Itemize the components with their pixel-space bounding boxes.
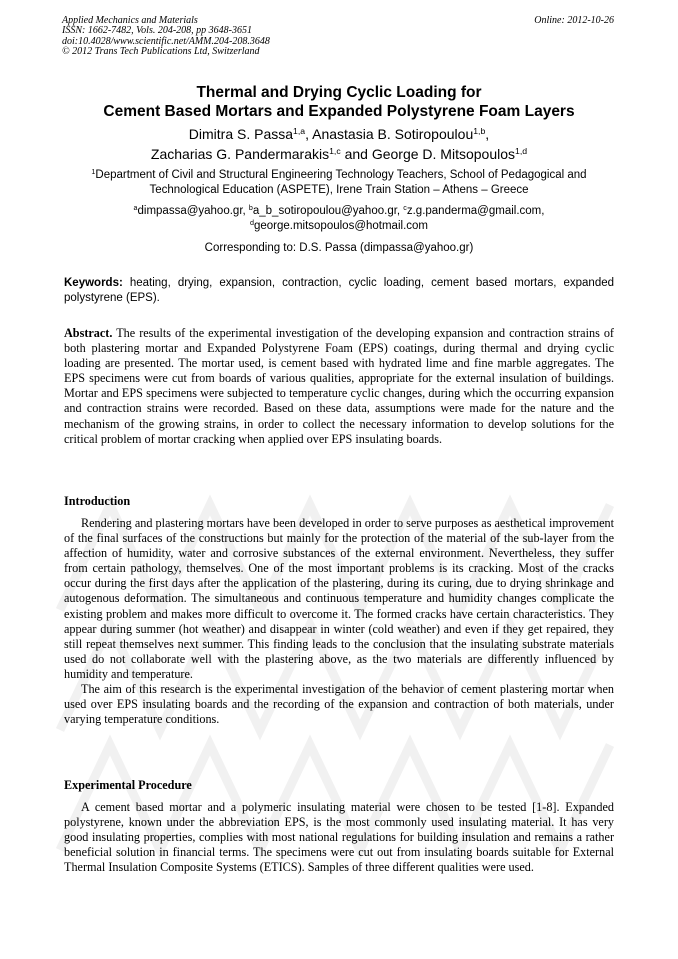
keywords-label: Keywords: [64,277,123,289]
corresponding-author: Corresponding to: D.S. Passa (dimpassa@yahoo.gr) [204,242,474,254]
paragraph: A cement based mortar and a polymeric insulating material were chosen to be tested [1-8]. Expanded polystyrene, known under the abbreviation EPS, is the most commonly used insulating material. It has very good insulating properties, complies with most national regulations for building insulation and remains a rather beneficial solution in financial terms. The specimens were cut out from insulating boards suitable for External Thermal Insulation Composite Systems (ETICS). Samples of three different qualities were used. [64,800,614,875]
email-sup: b [248,204,253,213]
abstract-label: Abstract. [64,326,113,340]
author-sup: 1,c [329,146,341,157]
email-sup: a [133,204,138,213]
email-sup: d [249,219,254,228]
author-sup: 1,a [293,126,306,137]
journal-copyright: © 2012 Trans Tech Publications Ltd, Switzerland [62,46,260,58]
online-date: Online: 2012-10-26 [534,15,614,26]
author-separator: , [485,126,490,142]
abstract-text: The results of the experimental investigation of the developing expansion and contraction strains of both plastering mortar and Expanded Polystyrene Foam (EPS) coatings, during thermal and drying cyclic loading are presented. The mortar used, is cement based with hydrated lime and fine marble aggregates. The EPS specimens were cut from boards of various qualities, appropriate for the external insulation of buildings. Mortar and EPS specimens were subjected to temperature cyclic changes, during which the occurring expansion and contraction strains were recorded. Based on these data, assumptions were made for the nature and the mechanism of the growing strains, in order to collect the necessary information to develop solutions for the critical problem of mortar cracking when applied over EPS insulating boards. [64,326,614,446]
journal-metadata [62,16,270,58]
affiliation-text: Department of Civil and Structural Engineering Technology Teachers, School of Pedagogical and Technological Education (ASPETE), Irene Train Station – Athens – Greece [95,169,587,196]
journal-doi: doi:10.4028/www.scientific.net/AMM.204-208.3648 [62,35,270,47]
keywords [64,276,614,306]
introduction-section [64,516,614,727]
author-list [40,124,638,164]
affiliation-sup: 1 [91,168,96,177]
author-name: Zacharias G. Pandermarakis [150,146,330,162]
author-emails [60,204,618,234]
author-separator: and [340,146,372,162]
author-name: Anastasia B. Sotiropoulou [312,126,474,142]
paragraph: Rendering and plastering mortars have been developed in order to serve purposes as aesthetical improvement of the final surfaces of the constructions but mainly for the protection of the material of the sub-layer from the affection of humidity, water and corrosive substances of the external environment. Nevertheless, they suffer from certain pathology, themselves. One of the most important problems is its cracking. Most of the cracks occur during the first days after the application of the plastering, during its curing, due to drying shrinkage and autogenous deformation. The simultaneous and continuous temperature and humidity changes complicate the existing problem and makes more difficult to overcome it. The formed cracks have certain characteristics. They appear during summer (hot weather) and disappear in winter (cold weather) and even if they get repaired, they still repeat themselves next summer. This finding leads to the conclusion that the insulating substrate materials used do not collaborate well with the plastering above, as the two materials are differently influenced by humidity and temperature. [64,516,614,681]
experimental-section [64,800,614,875]
abstract [64,326,614,447]
journal-name: Applied Mechanics and Materials [62,15,198,26]
affiliation [60,168,618,198]
author-name: George D. Mitsopoulos [371,146,516,162]
journal-issn: ISSN: 1662-7482, Vols. 204-208, pp 3648-3651 [62,25,252,37]
email-address: z.g.panderma@gmail.com, [406,205,545,217]
author-name: Dimitra S. Passa [188,126,294,142]
email-sup: c [403,204,407,213]
keywords-text: heating, drying, expansion, contraction, cyclic loading, cement based mortars, expanded polystyrene (EPS). [64,277,614,304]
section-heading-introduction: Introduction [64,494,131,508]
title-line-1: Thermal and Drying Cyclic Loading for [196,84,482,101]
email-address: dimpassa@yahoo.gr, [137,205,249,217]
section-heading-experimental: Experimental Procedure [64,778,192,792]
author-sup: 1,b [473,126,486,137]
email-address: a_b_sotiropoulou@yahoo.gr, [252,205,404,217]
email-address: george.mitsopoulos@hotmail.com [253,220,428,232]
title-line-2: Cement Based Mortars and Expanded Polystyrene Foam Layers [103,103,575,120]
paragraph: The aim of this research is the experimental investigation of the behavior of cement plastering mortar when used over EPS insulating boards and the recording of the expansion and contraction of both materials, under varying temperature conditions. [64,682,614,727]
author-separator: , [305,126,313,142]
author-sup: 1,d [515,146,528,157]
paper-title [40,83,638,121]
